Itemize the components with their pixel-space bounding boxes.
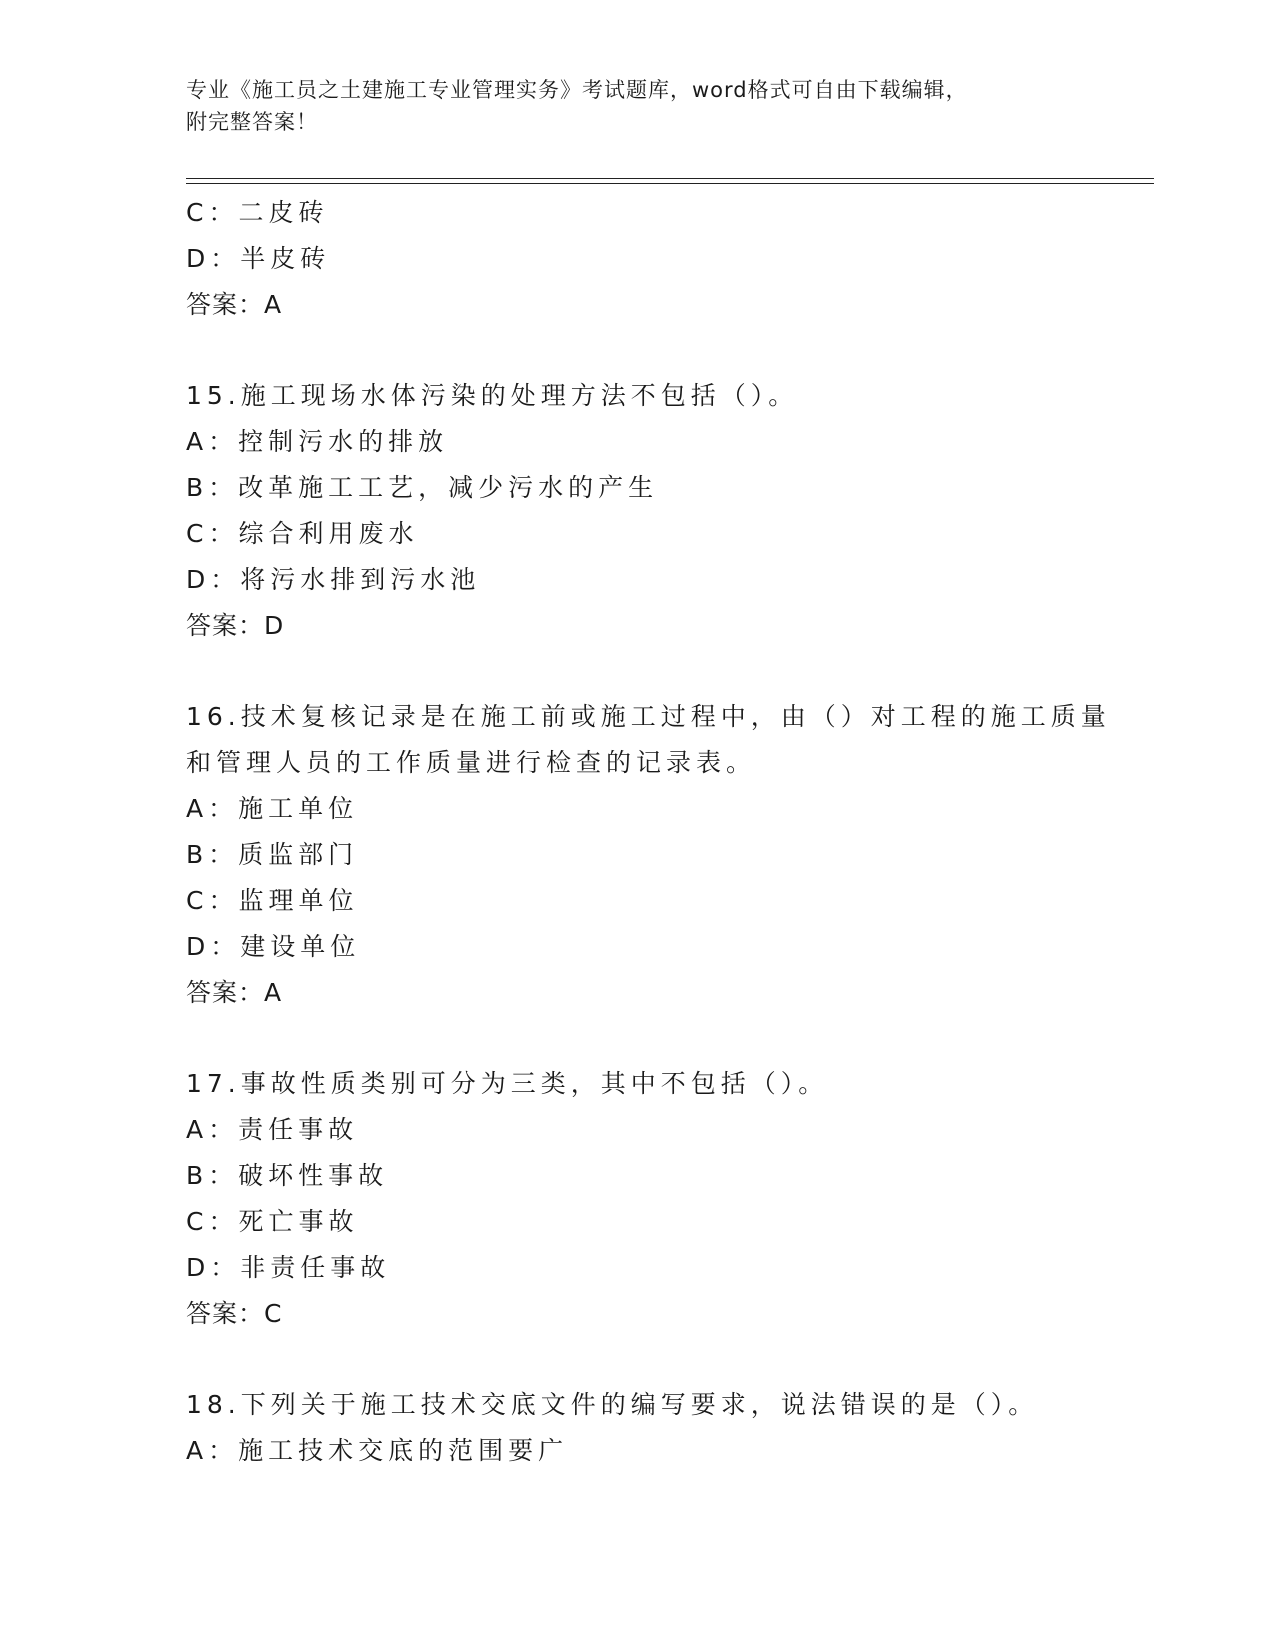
header-rule-top [186,178,1154,179]
document-body [186,190,1111,1474]
header-line-2: 附完整答案！ [186,110,318,134]
option-c: C：死亡事故 [186,1207,359,1236]
option-b: B：改革施工工艺，减少污水的产生 [186,473,659,502]
question-block-14 [186,190,1106,328]
option-d: D：非责任事故 [186,1253,391,1282]
option-a: A：施工单位 [186,794,359,823]
header-rule-bottom [186,183,1154,184]
answer-line: 答案：A [186,978,283,1007]
option-b: B：质监部门 [186,840,359,869]
option-a: A：施工技术交底的范围要广 [186,1436,569,1465]
answer-line: 答案：A [186,290,283,319]
document-header [186,74,1086,138]
question-block-15 [186,373,1106,649]
question-stem: 18.下列关于施工技术交底文件的编写要求，说法错误的是（）。 [186,1390,1039,1419]
header-line-1: 专业《施工员之土建施工专业管理实务》考试题库，word格式可自由下载编辑， [186,78,968,102]
question-stem: 16.技术复核记录是在施工前或施工过程中，由（）对工程的施工质量 [186,702,1111,731]
question-block-18 [186,1382,1106,1474]
question-block-16 [186,694,1111,1016]
question-stem: 15.施工现场水体污染的处理方法不包括（）。 [186,381,799,410]
answer-line: 答案：C [186,1299,283,1328]
option-c: C：监理单位 [186,886,359,915]
option-a: A：责任事故 [186,1115,359,1144]
option-c: C：二皮砖 [186,198,329,227]
option-b: B：破坏性事故 [186,1161,389,1190]
question-stem: 17.事故性质类别可分为三类，其中不包括（）。 [186,1069,829,1098]
option-d: D：将污水排到污水池 [186,565,481,594]
option-d: D：半皮砖 [186,244,331,273]
option-d: D：建设单位 [186,932,361,961]
question-stem-continued: 和管理人员的工作质量进行检查的记录表。 [186,748,757,777]
option-c: C：综合利用废水 [186,519,419,548]
answer-line: 答案：D [186,611,285,640]
option-a: A：控制污水的排放 [186,427,449,456]
question-block-17 [186,1061,1106,1337]
